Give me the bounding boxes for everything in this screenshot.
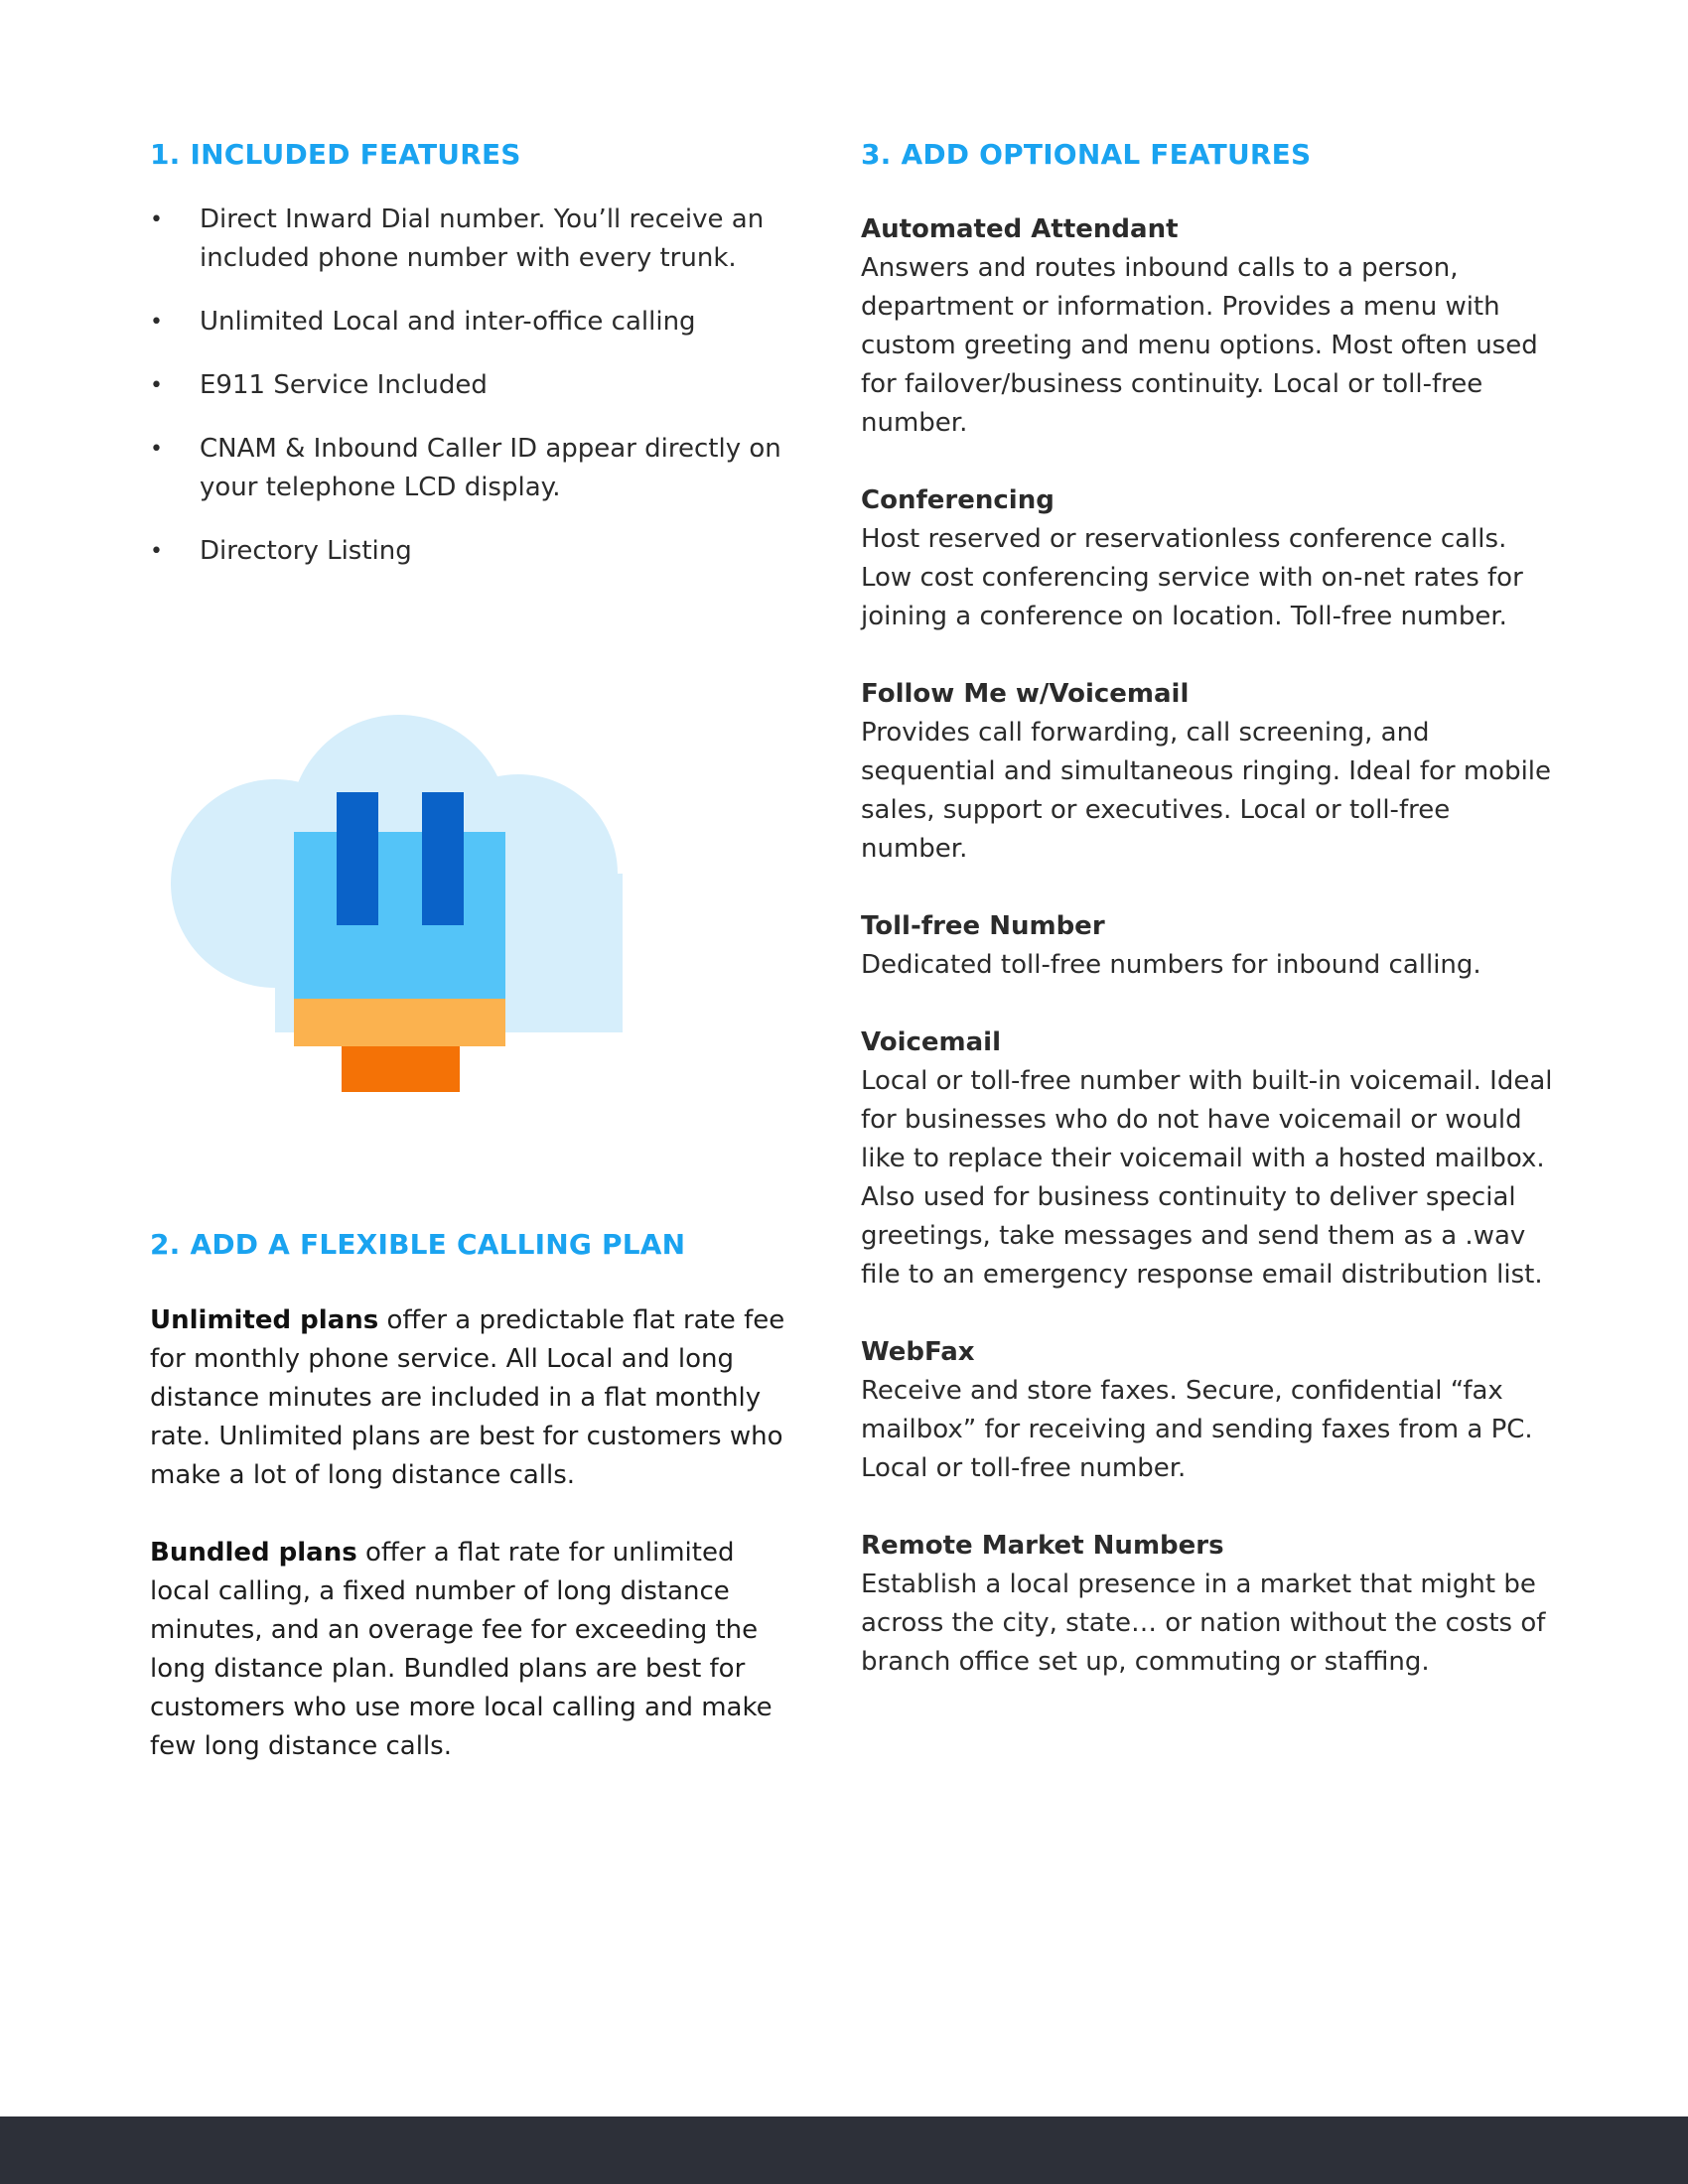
feature-name: Voicemail [861, 1027, 1001, 1057]
bundled-plans-lead: Bundled plans [150, 1538, 357, 1568]
feature-automated-attendant [861, 210, 1556, 443]
feature-description: Host reserved or reservationless conference calls. Low cost conferencing service with on-net rates for joining a conference on location. Toll-free number. [861, 524, 1523, 631]
plug-collar [294, 999, 505, 1046]
plug-prong-left [337, 792, 378, 925]
feature-description: Provides call forwarding, call screening, and sequential and simultaneous ringing. Ideal for mobile sales, support or executives. Local or toll-free number. [861, 718, 1552, 864]
unlimited-plans-paragraph [150, 1301, 785, 1495]
list-item [150, 201, 785, 278]
bullet-icon: • [150, 539, 163, 564]
feature-description: Answers and routes inbound calls to a person, department or information. Provides a menu with custom greeting and menu options. Most often used for failover/business continuity. Local or toll-free number. [861, 253, 1538, 438]
calling-plan-heading: 2. ADD A FLEXIBLE CALLING PLAN [150, 1228, 686, 1261]
bullet-icon: • [150, 437, 163, 462]
feature-description: Dedicated toll-free numbers for inbound calling. [861, 950, 1481, 980]
feature-name: Follow Me w/Voicemail [861, 679, 1190, 709]
included-features-section [150, 137, 785, 596]
feature-follow-me [861, 675, 1556, 869]
feature-conferencing [861, 481, 1556, 636]
feature-name: Automated Attendant [861, 214, 1179, 244]
list-item-text: Direct Inward Dial number. You’ll receive an included phone number with every trunk. [200, 205, 765, 273]
calling-plan-section [150, 1227, 785, 1766]
bullet-icon: • [150, 207, 163, 232]
feature-name: Remote Market Numbers [861, 1531, 1224, 1561]
unlimited-plans-lead: Unlimited plans [150, 1305, 379, 1335]
bundled-plans-text: offer a flat rate for unlimited local calling, a fixed number of long distance minutes, and an overage fee for exceeding the long distance plan. Bundled plans are best for customers who use more local calling and make few long distance calls. [150, 1538, 773, 1761]
list-item [150, 366, 785, 405]
list-item [150, 303, 785, 341]
plug-base [342, 1046, 460, 1092]
footer-bar [0, 2116, 1688, 2184]
optional-features-list [861, 210, 1556, 1682]
optional-features-heading: 3. ADD OPTIONAL FEATURES [861, 138, 1312, 171]
list-item-text: Unlimited Local and inter-office calling [200, 307, 696, 337]
feature-voicemail [861, 1024, 1556, 1295]
plug-body [294, 832, 505, 999]
feature-remote-market-numbers [861, 1527, 1556, 1682]
feature-name: Toll-free Number [861, 911, 1105, 941]
list-item [150, 532, 785, 571]
bullet-icon: • [150, 373, 163, 398]
included-features-list [150, 201, 785, 571]
bundled-plans-paragraph [150, 1534, 785, 1766]
feature-description: Local or toll-free number with built-in voicemail. Ideal for businesses who do not have voicemail or would like to replace their voicemail with a hosted mailbox. Also used for business continuity to deliver special greetings, take messages and send them as a .wav file to an emergency response email distribution list. [861, 1066, 1553, 1290]
list-item-text: Directory Listing [200, 536, 412, 566]
plug-prong-right [422, 792, 464, 925]
feature-description: Establish a local presence in a market that might be across the city, state… or nation without the costs of branch office set up, commuting or staffing. [861, 1570, 1546, 1677]
optional-features-section [861, 137, 1556, 1720]
cloud-network-plug-icon [171, 715, 628, 1092]
unlimited-plans-text: offer a predictable flat rate fee for monthly phone service. All Local and long distance minutes are included in a flat monthly rate. Unlimited plans are best for customers who make a lot of long distance calls. [150, 1305, 785, 1490]
list-item [150, 430, 785, 507]
list-item-text: E911 Service Included [200, 370, 488, 400]
feature-description: Receive and store faxes. Secure, confidential “fax mailbox” for receiving and sending faxes from a PC. Local or toll-free number. [861, 1376, 1533, 1483]
feature-name: WebFax [861, 1337, 975, 1367]
included-features-heading: 1. INCLUDED FEATURES [150, 138, 521, 171]
feature-webfax [861, 1333, 1556, 1488]
feature-toll-free-number [861, 907, 1556, 985]
list-item-text: CNAM & Inbound Caller ID appear directly on your telephone LCD display. [200, 434, 781, 502]
feature-name: Conferencing [861, 485, 1055, 515]
bullet-icon: • [150, 310, 163, 335]
